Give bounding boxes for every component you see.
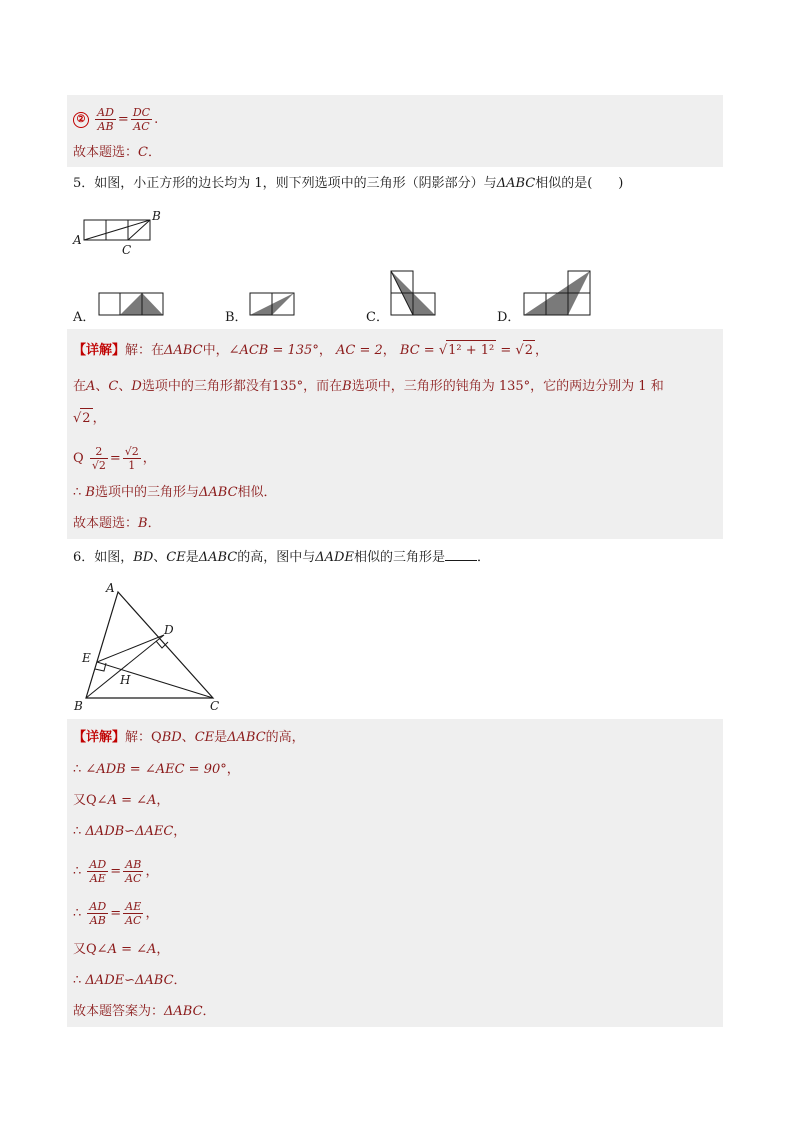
- label-d: D: [164, 623, 174, 637]
- option-b-label[interactable]: B．: [225, 310, 248, 325]
- option-d-figure[interactable]: [523, 270, 591, 316]
- label-a: A: [106, 581, 115, 595]
- option-b-figure[interactable]: [249, 292, 295, 316]
- label-b: B: [152, 209, 161, 223]
- prev-item-2: ② $\frac{AD}{AB}$ = $\frac{DC}{AC}$ .: [73, 106, 158, 133]
- q5-solution-line-4: Q $\frac{2}{√2}$ = $\frac{√2}{1}$ ，: [73, 445, 156, 472]
- option-d-label[interactable]: D．: [497, 310, 521, 325]
- q6-solution-line-4: ∴ ΔADB∽ΔAEC，: [73, 824, 187, 839]
- fraction: $\frac{√2}{1}$: [124, 445, 139, 472]
- label-c: C: [210, 699, 220, 713]
- fraction: $\frac{AD}{AB}$: [89, 900, 107, 927]
- detail-tag: 【详解】: [73, 343, 126, 358]
- fraction: $\frac{AE}{AC}$: [125, 900, 142, 927]
- q6-solution-line-7: 又Q∠A = ∠A，: [73, 942, 170, 957]
- answer-blank[interactable]: [445, 548, 477, 561]
- q6-stem: 6．如图，BD、CE是ΔABC的高，图中与ΔADE相似的三角形是 ．: [73, 550, 491, 565]
- q6-solution-line-6: ∴ $\frac{AD}{AB}$ = $\frac{AE}{AC}$ ，: [73, 900, 159, 927]
- q6-solution-line-2: ∴ ∠ADB = ∠AEC = 90°，: [73, 762, 240, 777]
- q5-solution-line-1: 【详解】解：在ΔABC中，∠ACB = 135°， AC = 2， BC = √1² + 1² = √2 ，: [73, 340, 548, 361]
- label-a: A: [73, 233, 82, 247]
- label-e: E: [82, 651, 91, 665]
- fraction: $\frac{DC}{AC}$: [132, 106, 151, 133]
- option-a-figure[interactable]: [98, 292, 164, 316]
- prev-solution-band: [67, 95, 723, 167]
- option-c-label[interactable]: C．: [366, 310, 389, 325]
- q5-stem: 5．如图，小正方形的边长均为 1，则下列选项中的三角形（阴影部分）与ΔABC相似的是( ): [73, 176, 624, 191]
- label-b: B: [74, 699, 83, 713]
- detail-tag: 【详解】: [73, 730, 126, 745]
- option-c-figure[interactable]: [390, 270, 436, 316]
- q6-figure: [70, 578, 230, 714]
- q5-figure: [70, 208, 180, 258]
- fraction: $\frac{AD}{AB}$: [97, 106, 114, 133]
- fraction: $\frac{AD}{AE}$: [89, 858, 107, 885]
- q5-solution-line-3: √2 ，: [73, 408, 106, 429]
- q5-solution-line-2: 在A、C、D选项中的三角形都没有135°，而在B选项中，三角形的钝角为 135°，它的两边分别为 1 和: [73, 379, 664, 394]
- q6-solution-line-1: 【详解】解：QBD、CE是ΔABC的高，: [73, 730, 305, 745]
- q6-solution-line-9: 故本题答案为：ΔABC．: [73, 1004, 216, 1019]
- prev-answer: 故本题选：C．: [73, 145, 161, 160]
- label-h: H: [120, 673, 131, 687]
- fraction: $\frac{2}{√2}$: [91, 445, 106, 472]
- q6-solution-line-5: ∴ $\frac{AD}{AE}$ = $\frac{AB}{AC}$ ，: [73, 858, 159, 885]
- label-c: C: [122, 243, 132, 257]
- option-a-label[interactable]: A．: [73, 310, 96, 325]
- fraction: $\frac{AB}{AC}$: [125, 858, 142, 885]
- q6-solution-line-3: 又Q∠A = ∠A，: [73, 793, 170, 808]
- q5-solution-line-6: 故本题选：B．: [73, 516, 161, 531]
- q6-solution-line-8: ∴ ΔADE∽ΔABC．: [73, 973, 187, 988]
- q5-solution-line-5: ∴ B选项中的三角形与ΔABC相似．: [73, 485, 277, 500]
- circled-number: ②: [73, 112, 89, 128]
